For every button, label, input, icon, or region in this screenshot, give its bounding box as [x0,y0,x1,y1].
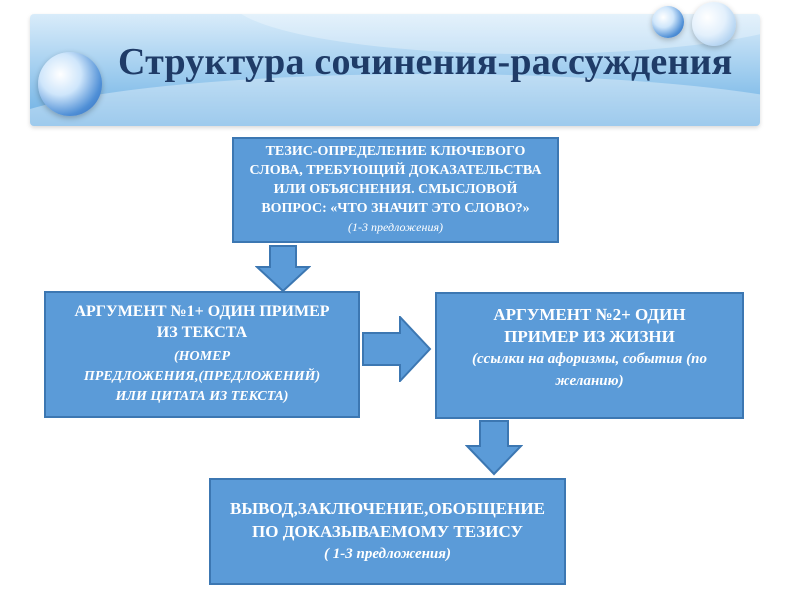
argument-2-line: АРГУМЕНТ №2+ ОДИН [493,305,686,324]
argument-2-note: желанию) [555,373,624,389]
thesis-line: ТЕЗИС-ОПРЕДЕЛЕНИЕ КЛЮЧЕВОГО [265,144,526,159]
bubble-decoration-large [38,52,102,116]
conclusion-line: ПО ДОКАЗЫВАЕМОМУ ТЕЗИСУ [252,522,523,541]
argument-1-line: АРГУМЕНТ №1+ ОДИН ПРИМЕР [74,303,330,320]
argument-1-note: (НОМЕР [174,349,230,364]
arrow-right-argument-1-to-argument-2-icon [362,316,432,382]
argument-1-note: ПРЕДЛОЖЕНИЯ,(ПРЕДЛОЖЕНИЙ) [83,369,321,384]
arrow-down-argument-2-to-conclusion-icon [465,420,523,476]
bubble-decoration-small [652,6,684,38]
conclusion-note: ( 1-3 предложения) [323,546,452,562]
argument-2-box [435,292,744,419]
argument-2-note: (ссылки на афоризмы, события (по [472,351,707,367]
argument-2-line: ПРИМЕР ИЗ ЖИЗНИ [504,327,675,346]
thesis-note: (1-3 предложения) [347,220,444,234]
argument-1-box [44,291,360,418]
arrow-down-thesis-to-argument-1-icon [255,245,311,293]
thesis-box [232,137,559,243]
argument-1-line: ИЗ ТЕКСТА [156,324,248,341]
conclusion-box [209,478,566,585]
thesis-line: ИЛИ ОБЪЯСНЕНИЯ. СМЫСЛОВОЙ [273,182,518,197]
page-title: Структура сочинения-рассуждения [118,41,733,83]
thesis-line: ВОПРОС: «ЧТО ЗНАЧИТ ЭТО СЛОВО?» [261,201,530,216]
thesis-line: СЛОВА, ТРЕБУЮЩИЙ ДОКАЗАТЕЛЬСТВА [249,163,542,178]
conclusion-line: ВЫВОД,ЗАКЛЮЧЕНИЕ,ОБОБЩЕНИЕ [230,499,545,518]
argument-1-note: ИЛИ ЦИТАТА ИЗ ТЕКСТА) [115,389,289,404]
